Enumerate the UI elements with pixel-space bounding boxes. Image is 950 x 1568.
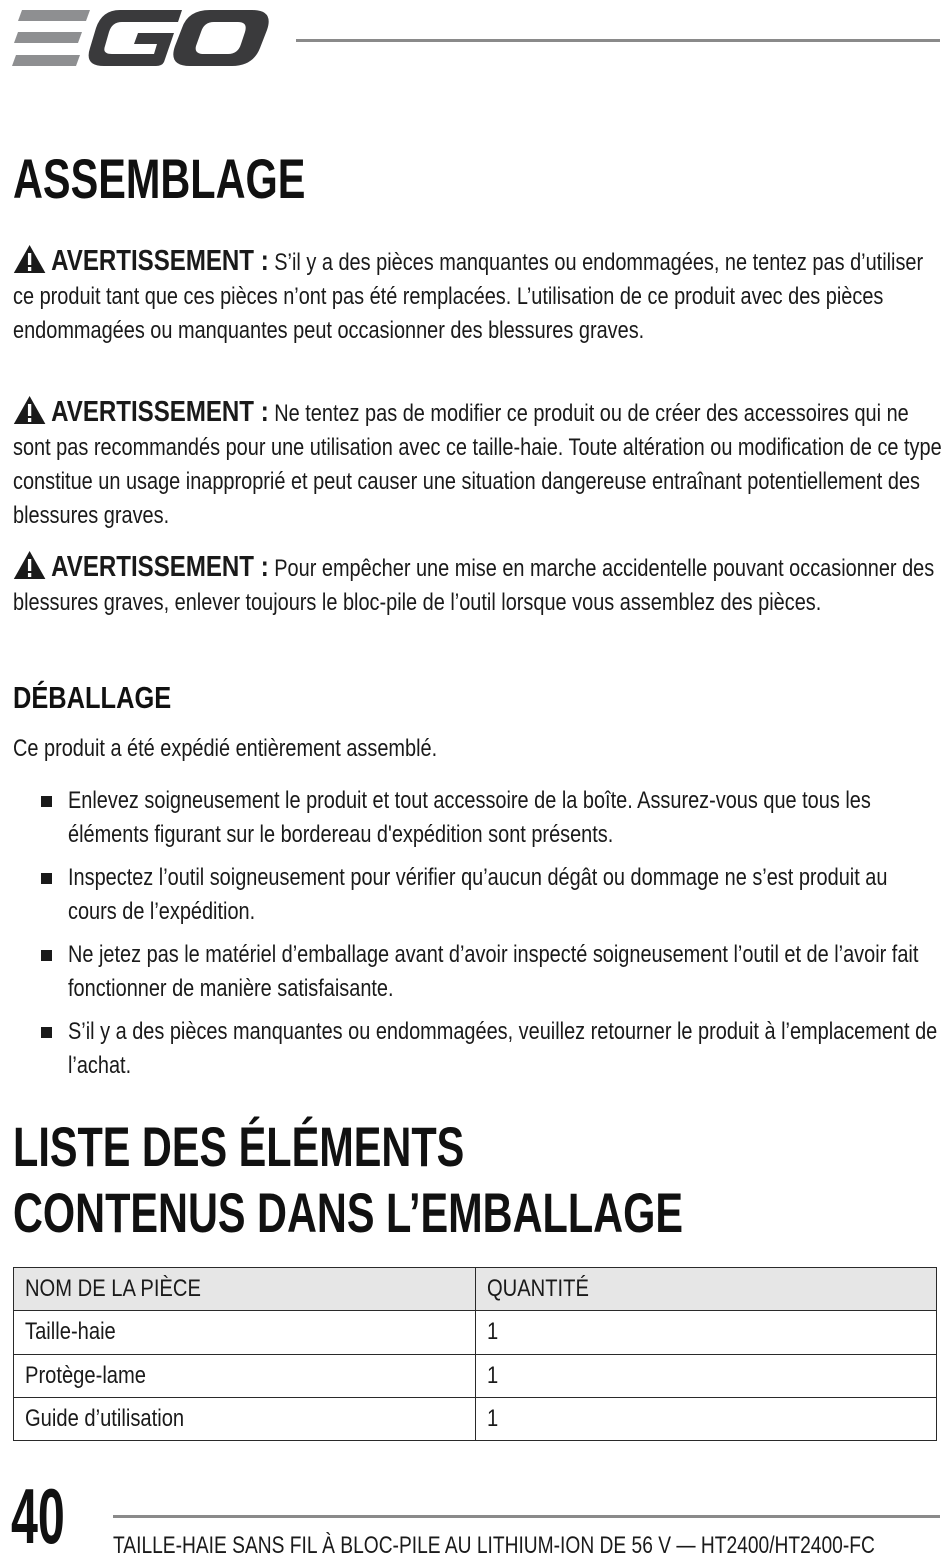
- section-title-line-1: LISTE DES ÉLÉMENTS: [13, 1115, 465, 1178]
- warning-text: Pour empêcher une mise en marche accidentelle pouvant occasionner des blessures graves, enlever toujours le bloc-pile de l’outil lorsque vous assemblez des pièces.: [13, 555, 935, 616]
- footer-rule: [113, 1515, 940, 1518]
- warning-label: AVERTISSEMENT :: [51, 396, 269, 428]
- parts-table: [13, 1267, 937, 1441]
- table-cell: Taille-haie: [14, 1311, 476, 1354]
- warning-triangle-icon: [13, 244, 46, 274]
- table-row: [14, 1354, 937, 1397]
- footer-text: TAILLE-HAIE SANS FIL À BLOC-PILE AU LITHIUM-ION DE 56 V — HT2400/HT2400-FC: [113, 1532, 875, 1559]
- table-header-cell: NOM DE LA PIÈCE: [14, 1268, 476, 1311]
- table-header-row: [14, 1268, 937, 1311]
- warning-label: AVERTISSEMENT :: [51, 551, 269, 583]
- list-item: [0, 784, 950, 861]
- list-item: [0, 938, 950, 1015]
- bullet-square-icon: [41, 796, 52, 807]
- table-row: [14, 1311, 937, 1354]
- warning-text: S’il y a des pièces manquantes ou endommagées, ne tentez pas d’utiliser ce produit tant que ces pièces n’ont pas été remplacées. L’utilisation de ce produit avec des pièces endommagées ou manquantes peut occasionner des blessures graves.: [13, 249, 924, 344]
- list-item: [0, 861, 950, 938]
- list-item-text: Inspectez l’outil soigneusement pour vérifier qu’aucun dégât ou dommage ne s’est produit au cours de l’expédition.: [68, 864, 888, 925]
- table-header-cell: QUANTITÉ: [476, 1268, 937, 1311]
- deballage-list: [0, 784, 950, 1092]
- page-number: 40: [11, 1472, 65, 1560]
- bullet-square-icon: [41, 1027, 52, 1038]
- table-cell: 1: [476, 1311, 937, 1354]
- warning-1: [13, 244, 943, 348]
- warning-label: AVERTISSEMENT :: [51, 245, 269, 277]
- table-cell: 1: [476, 1397, 937, 1440]
- warning-triangle-icon: [13, 550, 46, 580]
- section-title-assemblage: ASSEMBLAGE: [13, 147, 306, 210]
- subsection-title-deballage: DÉBALLAGE: [13, 680, 172, 715]
- warning-2: [13, 395, 943, 533]
- table-cell: 1: [476, 1354, 937, 1397]
- warning-text: Ne tentez pas de modifier ce produit ou de créer des accessoires qui ne sont pas recommandés pour une utilisation avec ce taille-haie. Toute altération ou modification de ce type constitue un usage inapproprié et peut causer une situation dangereuse entraînant potentiellement des blessures graves.: [13, 400, 942, 529]
- list-item-text: Ne jetez pas le matériel d’emballage avant d’avoir inspecté soigneusement l’outil et de l’avoir fait fonctionner de manière satisfaisante.: [68, 941, 919, 1002]
- section-title-line-2: CONTENUS DANS L’EMBALLAGE: [13, 1181, 683, 1244]
- list-item-text: S’il y a des pièces manquantes ou endommagées, veuillez retourner le produit à l’emplacement de l’achat.: [68, 1018, 938, 1079]
- section-title-liste: [13, 1114, 683, 1246]
- list-item: [0, 1015, 950, 1092]
- table-cell: Protège-lame: [14, 1354, 476, 1397]
- deballage-intro: Ce produit a été expédié entièrement assemblé.: [13, 735, 438, 762]
- table-cell: Guide d’utilisation: [14, 1397, 476, 1440]
- table-row: [14, 1397, 937, 1440]
- list-item-text: Enlevez soigneusement le produit et tout accessoire de la boîte. Assurez-vous que tous les éléments figurant sur le bordereau d'expédition sont présents.: [68, 787, 871, 848]
- warning-3: [13, 550, 943, 620]
- header-rule: [296, 39, 940, 42]
- ego-logo: [12, 10, 270, 68]
- bullet-square-icon: [41, 873, 52, 884]
- bullet-square-icon: [41, 950, 52, 961]
- warning-triangle-icon: [13, 395, 46, 425]
